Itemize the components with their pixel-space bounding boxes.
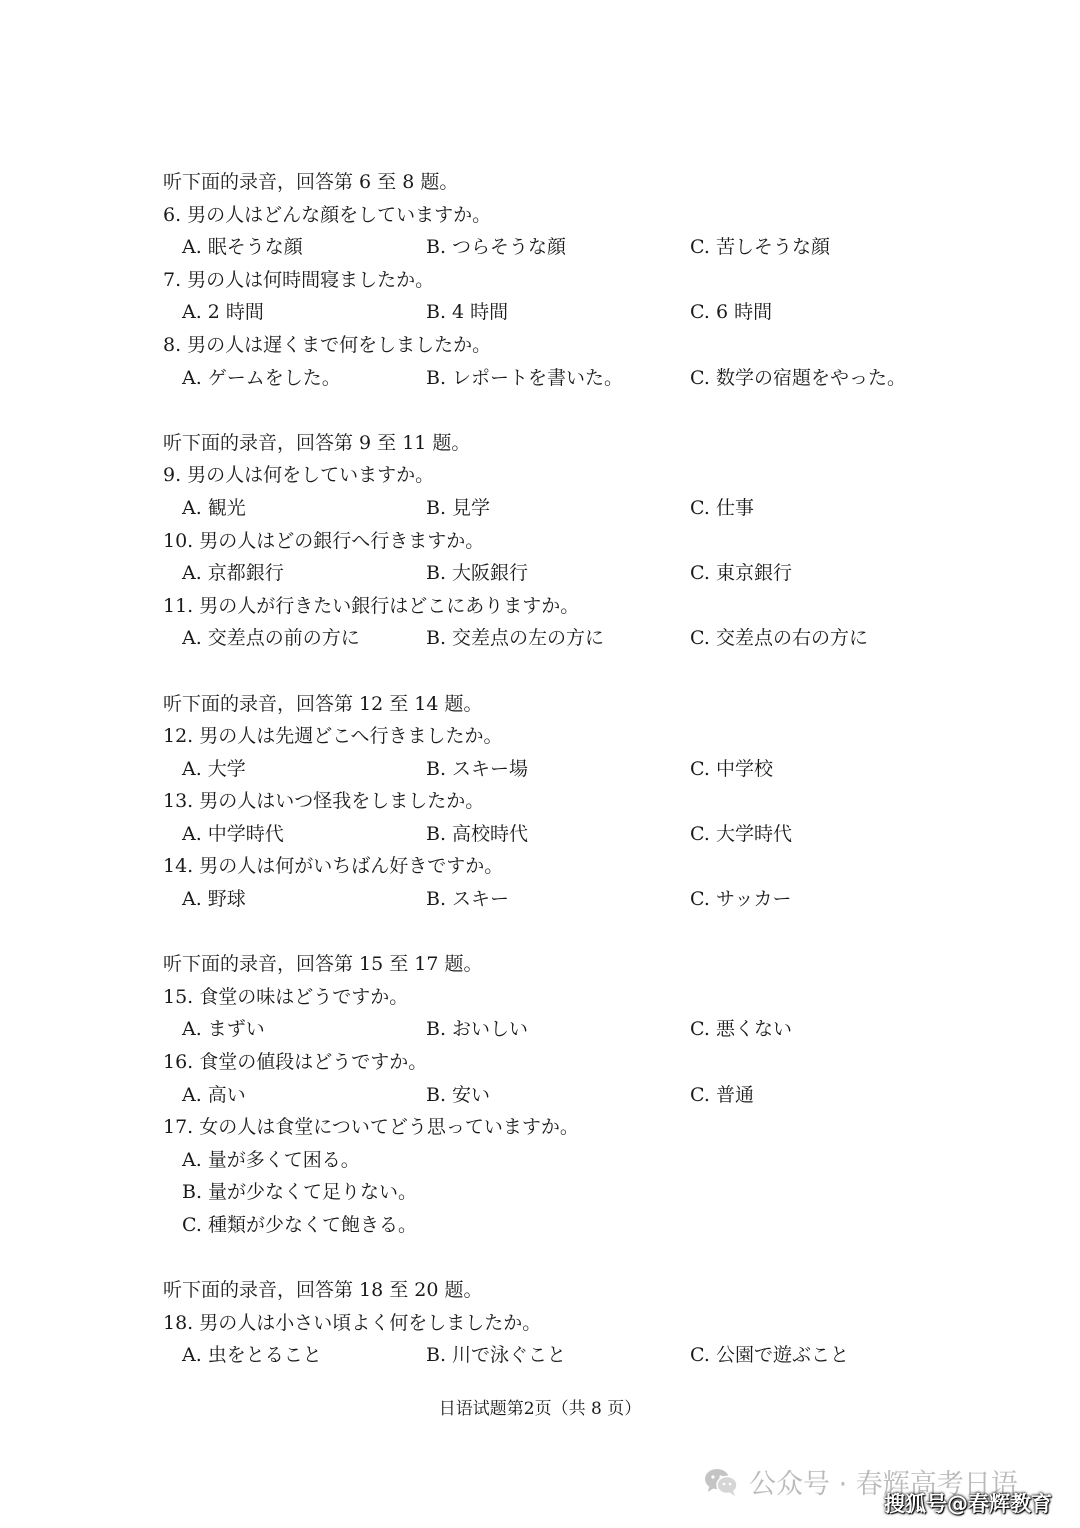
options-row: [163, 883, 963, 916]
question-12: 12. 男の人は先週どこへ行きましたか。: [163, 725, 503, 748]
options-row: [163, 1079, 963, 1112]
options-row: [163, 622, 963, 655]
options-row: [163, 818, 963, 851]
exam-content: [163, 166, 963, 1372]
option-b: B. 大阪銀行: [426, 562, 529, 585]
option-c: C. 種類が少なくて飽きる。: [182, 1214, 417, 1236]
option-c: C. 東京銀行: [690, 562, 792, 585]
option-b: B. 交差点の左の方に: [426, 627, 605, 650]
option-b: B. スキー場: [426, 757, 529, 780]
question-13: 13. 男の人はいつ怪我をしましたか。: [163, 790, 485, 813]
section-gap: [163, 916, 963, 949]
options-row: [163, 1339, 963, 1372]
option-c: C. 大学時代: [690, 822, 792, 845]
section-gap: [163, 1242, 963, 1275]
section-gap: [163, 394, 963, 427]
question-18: 18. 男の人は小さい頃よく何をしましたか。: [163, 1311, 542, 1334]
options-row: [163, 492, 963, 525]
options-row: [163, 362, 963, 395]
question-11: 11. 男の人が行きたい銀行はどこにありますか。: [163, 594, 580, 617]
section-header: 听下面的录音，回答第 18 至 20 题。: [163, 1279, 483, 1302]
option-a: A. 高い: [182, 1083, 246, 1106]
question-6: 6. 男の人はどんな顔をしていますか。: [163, 203, 492, 226]
option-a: A. 2 時間: [182, 301, 264, 324]
option-c: C. 仕事: [690, 496, 754, 519]
option-a: A. 交差点の前の方に: [182, 627, 360, 650]
question-9: 9. 男の人は何をしていますか。: [163, 464, 435, 487]
option-a: A. 中学時代: [182, 822, 284, 845]
watermark-text: 公众号 · 春辉高考日语: [749, 1469, 1018, 1500]
question-10: 10. 男の人はどの銀行へ行きますか。: [163, 529, 485, 552]
option-a: A. 量が多くて困る。: [182, 1148, 360, 1171]
option-c: C. 交差点の右の方に: [690, 627, 868, 650]
option-c: C. 6 時間: [690, 301, 773, 324]
option-b: B. レポートを書いた。: [426, 366, 624, 389]
option-b: B. 見学: [426, 496, 491, 519]
section-header: 听下面的录音，回答第 9 至 11 题。: [163, 431, 471, 454]
option-c: C. 悪くない: [690, 1018, 792, 1041]
question-14: 14. 男の人は何がいちばん好きですか。: [163, 855, 504, 878]
option-b: B. 安い: [426, 1083, 491, 1106]
option-b: B. 川で泳ぐこと: [426, 1344, 567, 1367]
option-a: A. 京都銀行: [182, 562, 284, 585]
question-7: 7. 男の人は何時間寝ましたか。: [163, 268, 435, 291]
option-b: B. つらそうな顔: [426, 236, 567, 259]
options-row: [163, 557, 963, 590]
option-a: A. 大学: [182, 757, 246, 780]
option-a: A. 野球: [182, 888, 246, 911]
option-a: A. 観光: [182, 496, 246, 519]
option-c: C. 数学の宿題をやった。: [690, 366, 906, 389]
option-b: B. 量が少なくて足りない。: [182, 1181, 418, 1204]
question-15: 15. 食堂の味はどうですか。: [163, 985, 409, 1008]
option-b: B. スキー: [426, 888, 510, 911]
sohu-watermark: 搜狐号@春辉教育: [884, 1492, 1052, 1516]
option-c: C. 苦しそうな顔: [690, 236, 830, 259]
option-a: A. まずい: [182, 1018, 265, 1041]
option-c: C. 公園で遊ぶこと: [690, 1344, 849, 1367]
options-row: [163, 296, 963, 329]
section-header: 听下面的录音，回答第 12 至 14 题。: [163, 692, 483, 715]
option-b: B. おいしい: [426, 1018, 529, 1041]
option-b: B. 4 時間: [426, 301, 509, 324]
options-row: [163, 231, 963, 264]
option-a: A. 眠そうな顔: [182, 236, 303, 259]
wechat-icon: [703, 1466, 739, 1498]
option-c: C. 中学校: [690, 757, 773, 780]
question-17: 17. 女の人は食堂についてどう思っていますか。: [163, 1116, 579, 1139]
section-header: 听下面的录音，回答第 15 至 17 题。: [163, 953, 483, 976]
option-a: A. ゲームをした。: [182, 366, 341, 389]
options-row: [163, 753, 963, 786]
option-a: A. 虫をとること: [182, 1344, 322, 1367]
option-c: C. 普通: [690, 1083, 754, 1106]
section-header: 听下面的录音，回答第 6 至 8 题。: [163, 171, 459, 193]
question-16: 16. 食堂の値段はどうですか。: [163, 1051, 428, 1074]
options-row: [163, 1013, 963, 1046]
page-footer: 日语试题第2页（共 8 页）: [438, 1399, 642, 1419]
question-8: 8. 男の人は遅くまで何をしましたか。: [163, 333, 492, 356]
option-b: B. 高校時代: [426, 822, 529, 845]
option-c: C. サッカー: [690, 888, 792, 911]
section-gap: [163, 655, 963, 688]
